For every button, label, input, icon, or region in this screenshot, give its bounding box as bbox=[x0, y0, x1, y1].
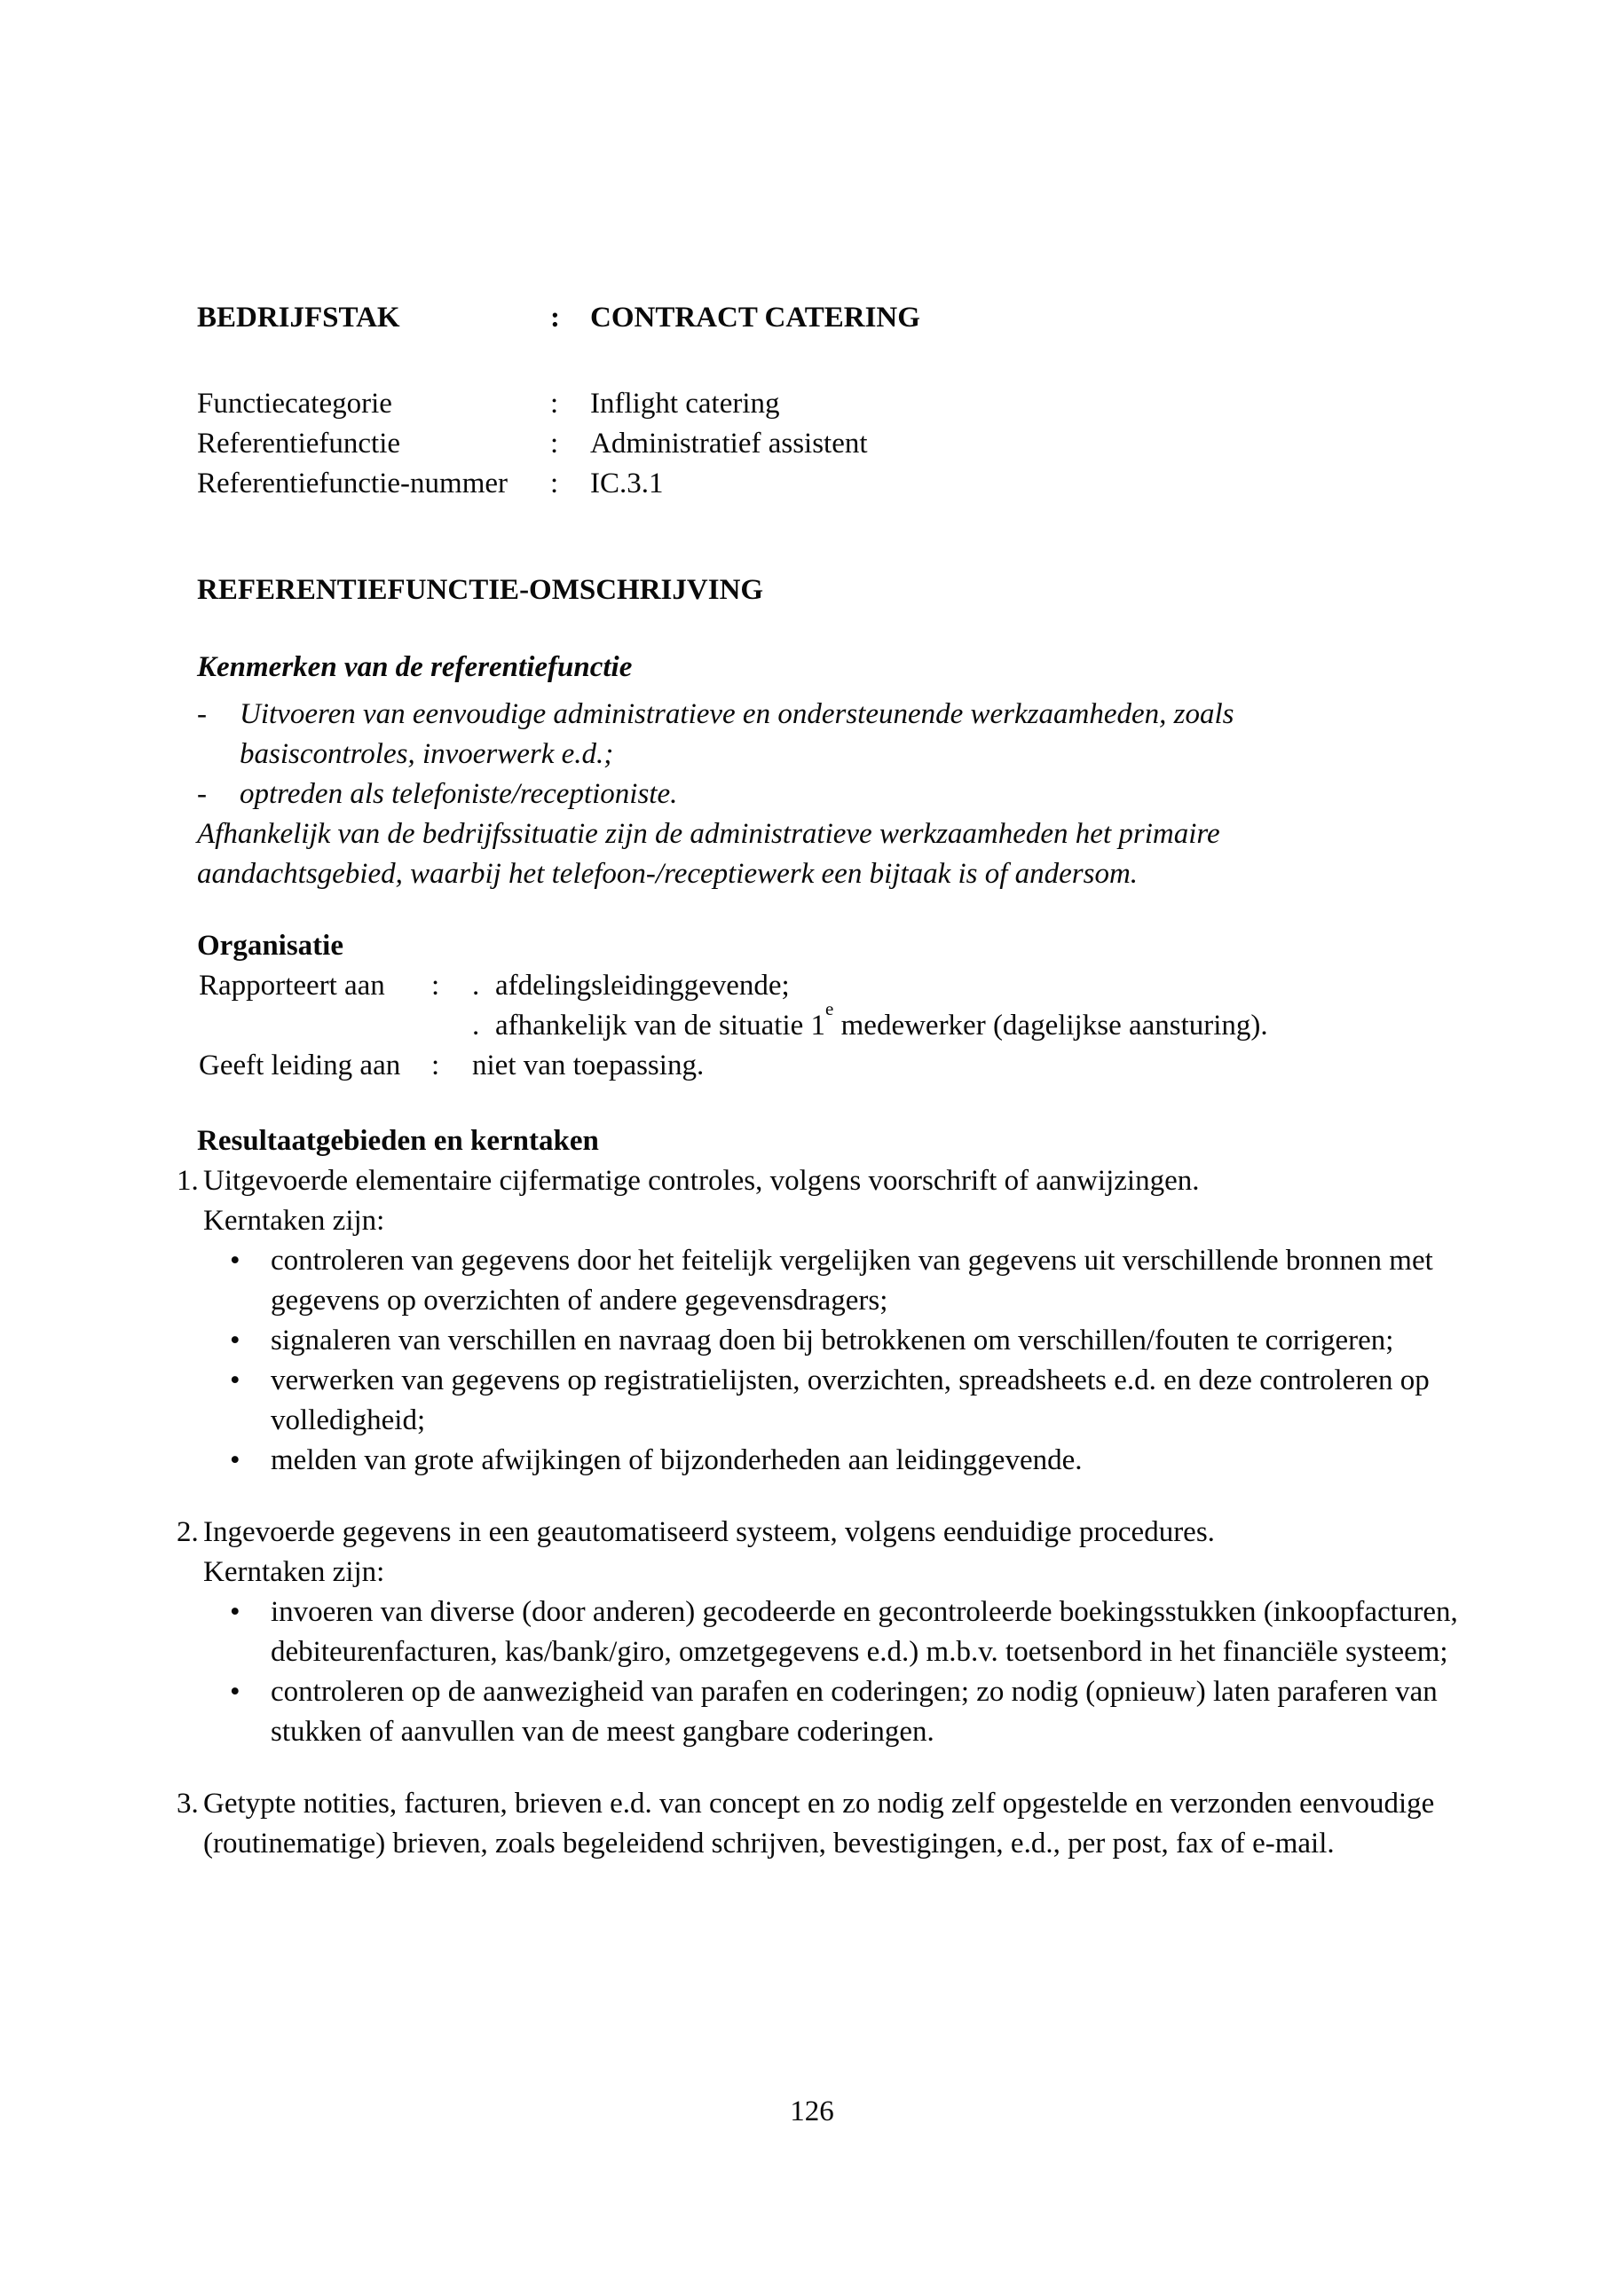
result-item-3 bbox=[177, 1784, 1484, 1864]
colon-separator: : bbox=[550, 468, 559, 499]
bullet-marker: • bbox=[230, 1325, 240, 1356]
task-bullet-text: verwerken van gegevens op registratielijsten, overzichten, spreadsheets e.d. en deze controleren op volledigheid; bbox=[271, 1364, 1430, 1436]
result-item-2 bbox=[177, 1513, 1484, 1752]
task-bullet-text: controleren van gegevens door het feitelijk vergelijken van gegevens uit verschillende bronnen met gegevens op overzichten of andere gegevensdragers; bbox=[271, 1245, 1433, 1317]
reports-to-item bbox=[472, 998, 1484, 1046]
meta-label: Referentiefunctie-nummer bbox=[197, 468, 508, 499]
result-item-number: 3. bbox=[177, 1788, 199, 1820]
result-item-subheading: Kerntaken zijn: bbox=[203, 1205, 385, 1237]
document-content bbox=[177, 298, 1484, 1864]
industry-label: BEDRIJFSTAK bbox=[197, 302, 400, 334]
task-bullet bbox=[230, 1592, 1484, 1672]
organisatie-heading: Organisatie bbox=[197, 930, 343, 962]
bullet-marker: • bbox=[230, 1596, 240, 1628]
page-number: 126 bbox=[790, 2095, 834, 2127]
meta-label: Referentiefunctie bbox=[197, 428, 401, 460]
industry-value: CONTRACT CATERING bbox=[590, 302, 920, 334]
dash-marker: - bbox=[197, 778, 207, 810]
organisatie-table bbox=[199, 966, 1484, 1086]
result-item-1 bbox=[177, 1161, 1484, 1481]
header-meta-rows bbox=[197, 384, 1484, 504]
task-bullet bbox=[230, 1441, 1484, 1481]
dot-marker: . bbox=[472, 1010, 480, 1042]
task-bullet-text: invoeren van diverse (door anderen) gecodeerde en gecontroleerde boekingsstukken (inkoopfacturen, debiteurenfacturen, kas/bank/giro, omzetgegevens e.d.) m.b.v. toetsenbord in het financiële systeem; bbox=[271, 1596, 1458, 1668]
reports-to-item-text bbox=[495, 966, 1484, 1006]
result-item-body bbox=[203, 1784, 1484, 1864]
kenmerken-note: Afhankelijk van de bedrijfssituatie zijn de administratieve werkzaamheden het primaire aandachtsgebied, waarbij het telefoon-/receptiewerk een bijtaak is of andersom. bbox=[197, 818, 1220, 890]
colon-separator: : bbox=[550, 302, 560, 334]
bullet-marker: • bbox=[230, 1364, 240, 1396]
kenmerken-item-text: optreden als telefoniste/receptioniste. bbox=[240, 778, 678, 810]
result-areas-heading: Resultaatgebieden en kerntaken bbox=[197, 1125, 599, 1157]
ordinal-superscript: e bbox=[825, 998, 834, 1019]
reports-to-item-text bbox=[495, 998, 1484, 1046]
dash-marker: - bbox=[197, 698, 207, 730]
task-bullet-text: melden van grote afwijkingen of bijzonderheden aan leidinggevende. bbox=[271, 1444, 1083, 1476]
result-item-body bbox=[203, 1513, 1484, 1752]
reports-to-item bbox=[472, 966, 1484, 1006]
bullet-marker: • bbox=[230, 1245, 240, 1277]
reports-to-text-post: medewerker (dagelijkse aansturing). bbox=[833, 1010, 1268, 1042]
task-bullet-text: controleren op de aanwezigheid van parafen en coderingen; zo nodig (opnieuw) laten paraferen van stukken of aanvullen van de meest gangbare coderingen. bbox=[271, 1676, 1438, 1748]
result-item-intro: Uitgevoerde elementaire cijfermatige controles, volgens voorschrift of aanwijzingen. bbox=[203, 1165, 1200, 1197]
reports-to-values bbox=[472, 966, 1484, 1046]
reports-to-text-pre: afdelingsleidinggevende; bbox=[495, 970, 790, 1002]
kenmerken-item bbox=[197, 695, 1484, 775]
meta-value: IC.3.1 bbox=[590, 468, 664, 499]
task-bullet-text: signaleren van verschillen en navraag doen bij betrokkenen om verschillen/fouten te corrigeren; bbox=[271, 1325, 1394, 1356]
kenmerken-heading: Kenmerken van de referentiefunctie bbox=[197, 651, 633, 683]
header-industry-row bbox=[197, 298, 1484, 338]
task-bullet bbox=[230, 1361, 1484, 1441]
document-title: REFERENTIEFUNCTIE-OMSCHRIJVING bbox=[197, 574, 764, 606]
result-item-bullets bbox=[230, 1592, 1484, 1752]
meta-label: Functiecategorie bbox=[197, 388, 392, 420]
result-item-number: 2. bbox=[177, 1516, 199, 1548]
task-bullet bbox=[230, 1672, 1484, 1752]
kenmerken-item bbox=[197, 775, 1484, 814]
result-item-intro: Getypte notities, facturen, brieven e.d. van concept en zo nodig zelf opgestelde en verzonden eenvoudige (routinematige) brieven, zoals begeleidend schrijven, bevestigingen, e.d., per post, fax of e-mail. bbox=[203, 1788, 1435, 1860]
reports-to-text-pre: afhankelijk van de situatie 1 bbox=[495, 1010, 826, 1042]
manages-value: niet van toepassing. bbox=[472, 1050, 705, 1081]
result-item-intro: Ingevoerde gegevens in een geautomatiseerd systeem, volgens eenduidige procedures. bbox=[203, 1516, 1215, 1548]
colon-separator: : bbox=[431, 970, 440, 1002]
colon-separator: : bbox=[550, 388, 559, 420]
colon-separator: : bbox=[431, 1050, 440, 1081]
kenmerken-item-text: Uitvoeren van eenvoudige administratieve en ondersteunende werkzaamheden, zoals basiscontroles, invoerwerk e.d.; bbox=[240, 698, 1234, 770]
kenmerken-list bbox=[197, 695, 1484, 814]
meta-value: Administratief assistent bbox=[590, 428, 868, 460]
manages-label: Geeft leiding aan bbox=[199, 1050, 401, 1081]
reports-to-label: Rapporteert aan bbox=[199, 970, 385, 1002]
result-item-subheading: Kerntaken zijn: bbox=[203, 1556, 385, 1588]
meta-value: Inflight catering bbox=[590, 388, 780, 420]
bullet-marker: • bbox=[230, 1444, 240, 1476]
result-item-body bbox=[203, 1161, 1484, 1481]
task-bullet bbox=[230, 1241, 1484, 1321]
colon-separator: : bbox=[550, 428, 559, 460]
result-item-bullets bbox=[230, 1241, 1484, 1481]
dot-marker: . bbox=[472, 970, 480, 1002]
task-bullet bbox=[230, 1321, 1484, 1361]
bullet-marker: • bbox=[230, 1676, 240, 1708]
result-item-number: 1. bbox=[177, 1165, 199, 1197]
